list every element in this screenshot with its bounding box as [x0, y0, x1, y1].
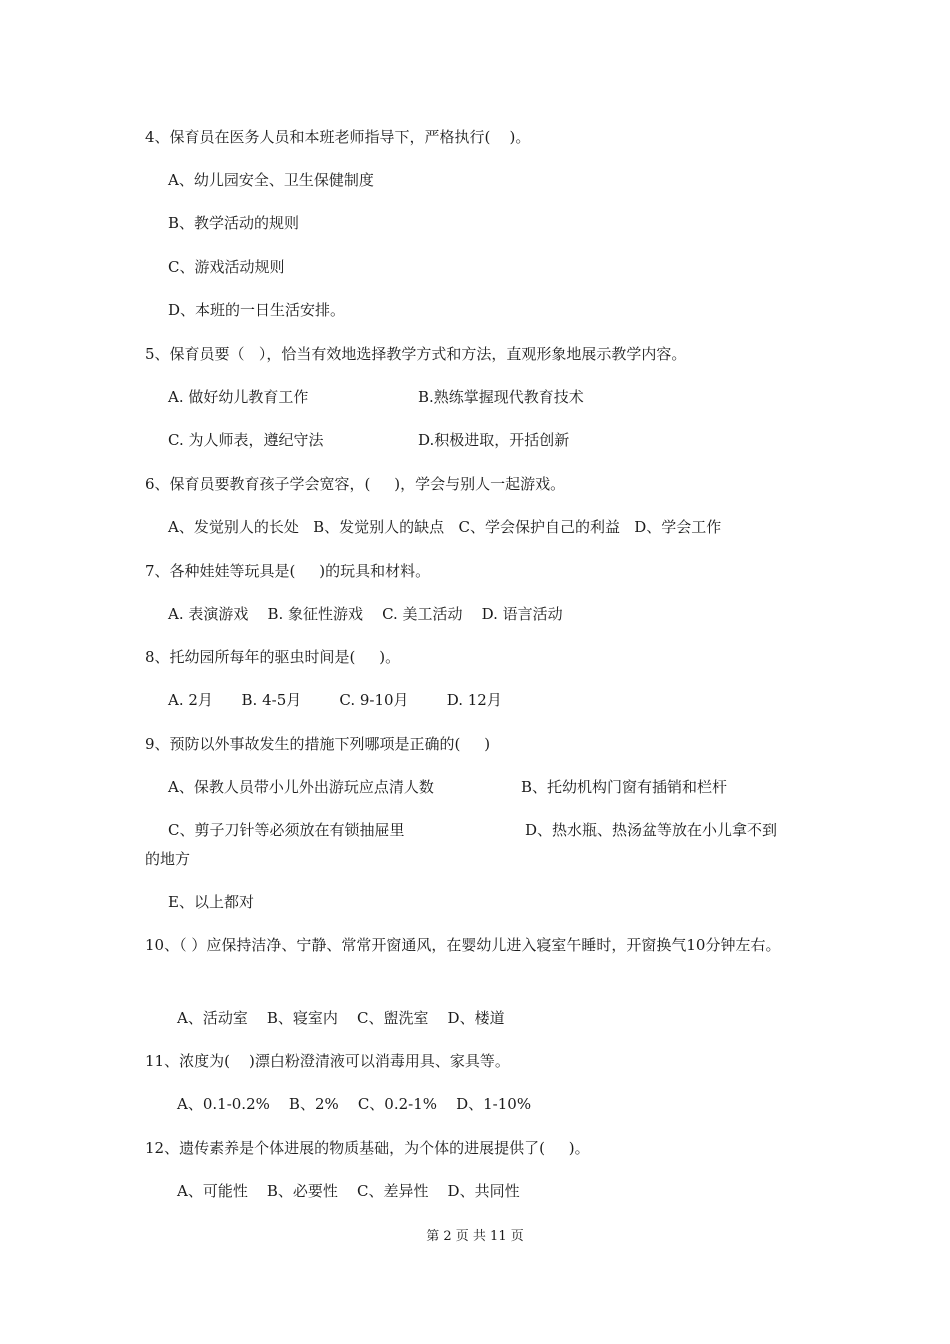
- question-4: 4、保育员在医务人员和本班老师指导下，严格执行( )。: [145, 128, 531, 146]
- question-12-options: A、可能性 B、必要性 C、差异性 D、共同性: [177, 1182, 520, 1200]
- question-10-text: 10、（ ）应保持洁净、宁静、常常开窗通风，在婴幼儿进入寝室午睡时，开窗换气10分钟左右。: [145, 936, 781, 954]
- question-11: 11、浓度为( )漂白粉澄清液可以消毒用具、家具等。: [145, 1052, 510, 1070]
- question-4-option-b: B、教学活动的规则: [168, 214, 300, 232]
- question-5-option-c: C. 为人师表，遵纪守法: [168, 431, 324, 449]
- question-5-option-a: A. 做好幼儿教育工作: [168, 388, 309, 406]
- question-8: 8、托幼园所每年的驱虫时间是( )。: [145, 648, 401, 666]
- question-12: 12、遗传素养是个体进展的物质基础，为个体的进展提供了( )。: [145, 1139, 590, 1157]
- question-8-options: A. 2月 B. 4-5月 C. 9-10月 D. 12月: [168, 691, 502, 709]
- page-footer: 第 2 页 共 11 页: [426, 1229, 524, 1244]
- question-4-option-a: A、幼儿园安全、卫生保健制度: [168, 171, 374, 189]
- question-5-option-b: B.熟练掌握现代教育技术: [418, 388, 584, 406]
- question-9-option-c: C、剪子刀针等必须放在有锁抽屉里: [168, 821, 405, 839]
- question-10-options: A、活动室 B、寝室内 C、盥洗室 D、楼道: [177, 1009, 505, 1027]
- question-4-option-c: C、游戏活动规则: [168, 258, 285, 276]
- question-9-option-b: B、托幼机构门窗有插销和栏杆: [521, 778, 728, 796]
- question-9-option-d-continued: 的地方: [145, 850, 191, 868]
- question-4-option-d: D、本班的一日生活安排。: [168, 301, 346, 319]
- question-7-options: A. 表演游戏 B. 象征性游戏 C. 美工活动 D. 语言活动: [168, 605, 563, 623]
- question-9-option-a: A、保教人员带小儿外出游玩应点清人数: [168, 778, 434, 796]
- question-10: [145, 931, 810, 960]
- question-6-options: A、发觉别人的长处 B、发觉别人的缺点 C、学会保护自己的利益 D、学会工作: [168, 518, 722, 536]
- question-11-options: A、0.1-0.2% B、2% C、0.2-1% D、1-10%: [177, 1095, 532, 1113]
- question-5-option-d: D.积极进取，开括创新: [418, 431, 570, 449]
- question-9-option-e: E、以上都对: [168, 893, 254, 911]
- question-9-option-d: D、热水瓶、热汤盆等放在小儿拿不到: [525, 821, 778, 839]
- question-6: 6、保育员要教育孩子学会宽容，( )，学会与别人一起游戏。: [145, 475, 566, 493]
- question-9: 9、预防以外事故发生的措施下列哪项是正确的( ): [145, 735, 491, 753]
- question-5: 5、保育员要（ ），恰当有效地选择教学方式和方法，直观形象地展示教学内容。: [145, 345, 687, 363]
- question-7: 7、各种娃娃等玩具是( )的玩具和材料。: [145, 562, 431, 580]
